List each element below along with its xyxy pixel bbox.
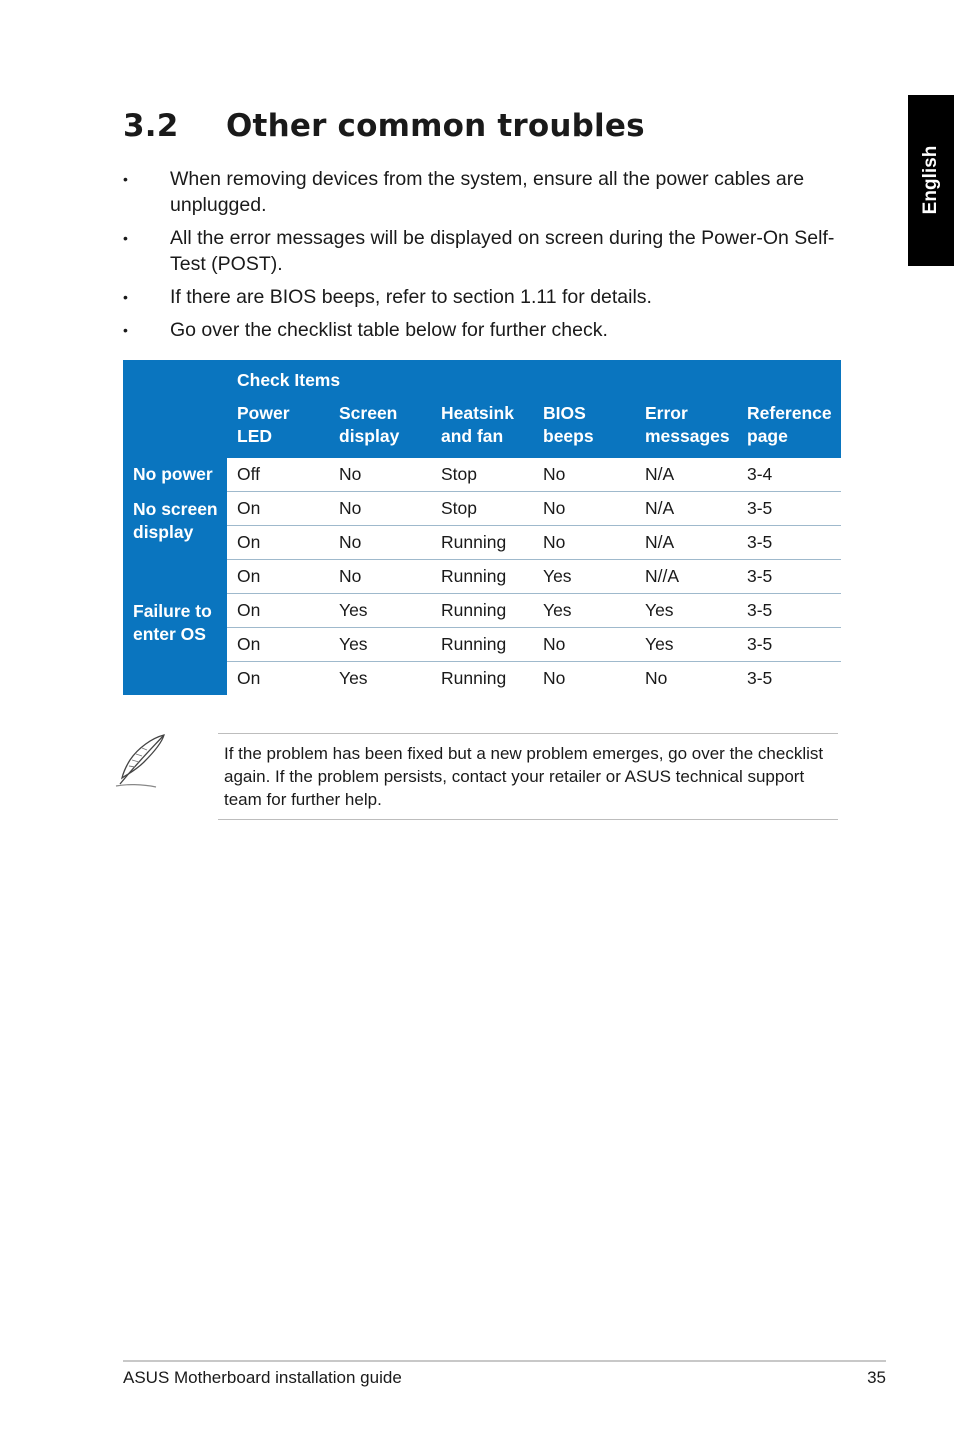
footer-rule [123,1360,886,1362]
table-cell: 3-5 [737,594,841,628]
table-row [123,492,841,526]
table-cell: 3-5 [737,560,841,594]
bullet-text: When removing devices from the system, ensure all the power cables are unplugged. [170,168,805,216]
note-top-rule [218,733,838,734]
table-cell: No [533,662,635,696]
table-group-header-row [123,360,841,400]
table-cell: On [227,492,329,526]
table-cell: No [329,526,431,560]
note-text: If the problem has been fixed but a new problem emerges, go over the checklist again. If the problem persists, contact your retailer or ASUS technical support team for further help. [224,744,824,809]
bullet-item [122,166,842,218]
footer-page-number: 35 [867,1368,886,1387]
table-cell: N/A [635,492,737,526]
table-cell: Running [431,560,533,594]
table-cell: N/A [635,458,737,492]
bullet-list [122,166,842,350]
table-cell: Running [431,526,533,560]
language-side-tab [908,95,954,266]
table-cell: No [329,492,431,526]
table-row [123,594,841,628]
bullet-dot-icon: • [123,322,128,338]
table-cell: N/A [635,526,737,560]
table-cell: Yes [329,594,431,628]
table-cell: Running [431,628,533,662]
section-title: Other common troubles [226,108,645,144]
table-cell: Off [227,458,329,492]
table-cell: Yes [329,628,431,662]
table-cell: Running [431,594,533,628]
row-group-label-failure-to-enter-os: Failure to enter OS [133,600,212,644]
bullet-dot-icon: • [123,171,128,187]
bullet-text: Go over the checklist table below for further check. [170,319,608,341]
table-cell: No [533,526,635,560]
section-number: 3.2 [123,108,179,144]
column-header-reference-page: Reference page [747,403,832,446]
table-cell: 3-5 [737,628,841,662]
table-cell: On [227,628,329,662]
table-cell: Stop [431,458,533,492]
table-cell: Yes [533,594,635,628]
table-cell: No [533,458,635,492]
table-cell: On [227,560,329,594]
column-header-bios-beeps: BIOS beeps [543,403,594,446]
table-row [123,526,841,560]
table-row [123,662,841,696]
table-cell: No [533,628,635,662]
table-cell: On [227,662,329,696]
table-cell: No [533,492,635,526]
table-corner-cell [123,400,227,458]
table-cell: 3-4 [737,458,841,492]
table-corner-cell [123,360,227,400]
table-cell: Yes [635,628,737,662]
table-cell: Yes [329,662,431,696]
table-cell: 3-5 [737,492,841,526]
row-group-label-no-screen-display: No screen display [133,498,218,542]
checklist-table [123,360,841,695]
table-cell: No [329,458,431,492]
footer-document-title: ASUS Motherboard installation guide [123,1368,402,1387]
row-group-label-no-power: No power [133,464,213,485]
table-row [123,458,841,492]
table-cell: On [227,594,329,628]
column-header-error-messages: Error messages [645,403,730,446]
section-heading [123,108,645,144]
table-column-header-row [123,400,841,458]
bullet-text: All the error messages will be displayed on screen during the Power-On Self-Test (POST). [170,227,835,275]
bullet-text: If there are BIOS beeps, refer to section 1.11 for details. [170,286,652,308]
bullet-item [122,225,842,277]
bullet-item [122,317,842,343]
feather-pen-icon [112,732,170,790]
table-cell: No [329,560,431,594]
table-cell: Yes [635,594,737,628]
table-row [123,560,841,594]
note-bottom-rule [218,819,838,820]
check-items-header: Check Items [237,370,341,390]
table-row [123,628,841,662]
column-header-heatsink-fan: Heatsink and fan [441,403,514,446]
table-cell: 3-5 [737,526,841,560]
table-cell: Yes [533,560,635,594]
bullet-dot-icon: • [123,230,128,246]
table-cell: N//A [635,560,737,594]
table-cell: Stop [431,492,533,526]
column-header-power-led: Power LED [237,403,290,446]
table-cell: No [635,662,737,696]
table-cell: Running [431,662,533,696]
table-cell: 3-5 [737,662,841,696]
bullet-item [122,284,842,310]
language-tab-label: English [920,145,941,215]
table-cell: On [227,526,329,560]
bullet-dot-icon: • [123,289,128,305]
checklist-table-container [123,360,841,695]
column-header-screen-display: Screen display [339,403,400,446]
